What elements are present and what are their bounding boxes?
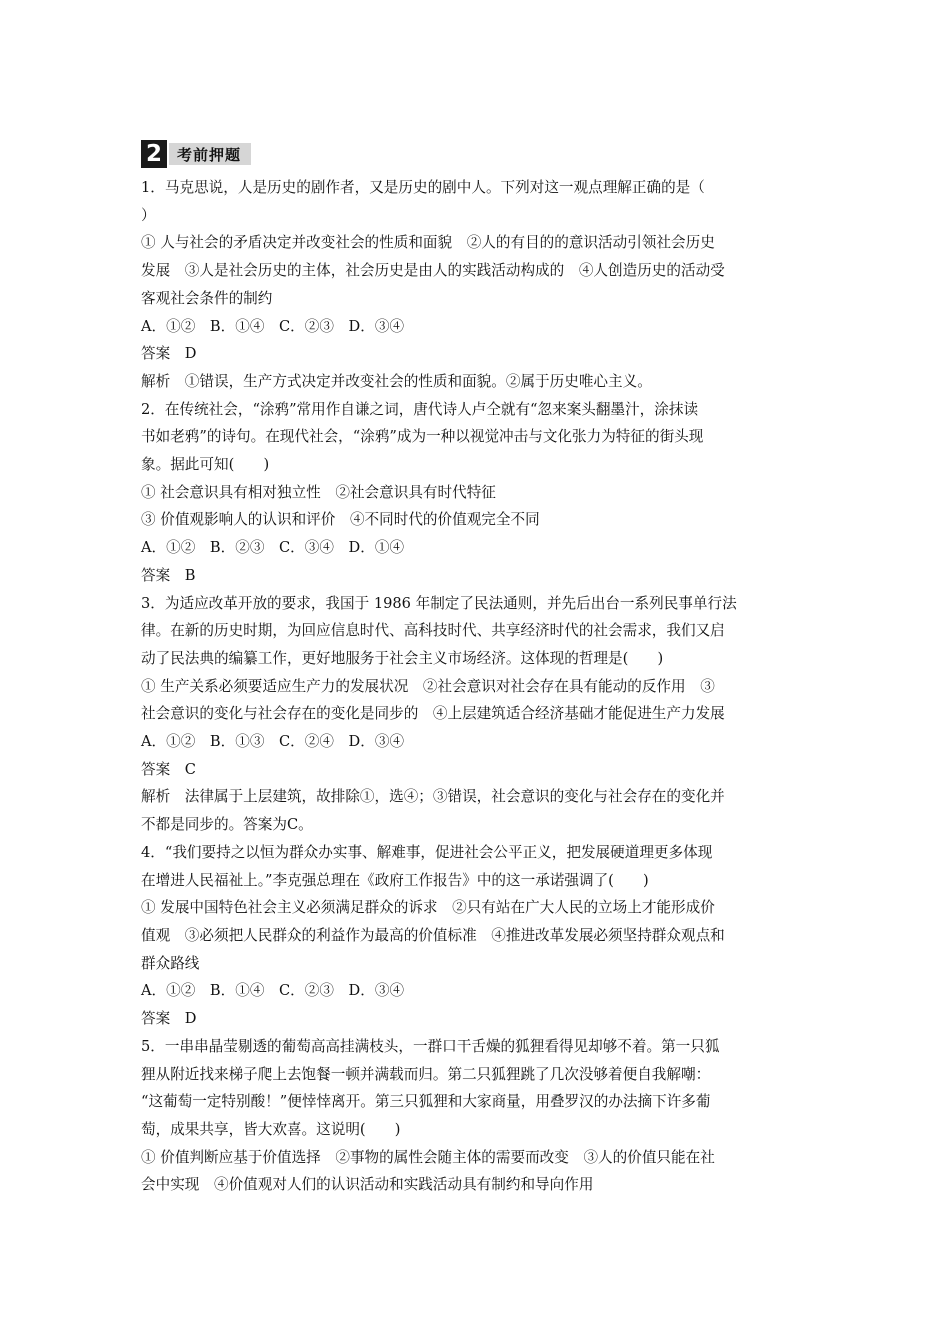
text-line: 解析 法律属于上层建筑，故排除①，选④；③错误，社会意识的变化与社会存在的变化并: [141, 788, 725, 806]
text-line: A．①② B．①③ C．②④ D．③④: [141, 733, 405, 751]
text-line: 客观社会条件的制约: [141, 289, 273, 307]
text-line: A．①② B．①④ C．②③ D．③④: [141, 982, 405, 1000]
text-line: 2．在传统社会，“涂鸦”常用作自谦之词，唐代诗人卢仝就有“忽来案头翻墨汁，涂抹读: [141, 400, 699, 418]
text-line: 5．一串串晶莹剔透的葡萄高高挂满枝头，一群口干舌燥的狐狸看得见却够不着。第一只狐: [141, 1037, 720, 1055]
text-line: 群众路线: [141, 954, 200, 972]
text-line: 律。在新的历史时期，为回应信息时代、高科技时代、共享经济时代的社会需求，我们又启: [141, 622, 725, 640]
text-line: 象。据此可知( ): [141, 456, 270, 474]
text-line: 书如老鸦”的诗句。在现代社会，“涂鸦”成为一种以视觉冲击与文化张力为特征的街头现: [141, 428, 704, 446]
text-line: ① 价值判断应基于价值选择 ②事物的属性会随主体的需要而改变 ③人的价值只能在社: [141, 1148, 715, 1166]
text-line: ① 发展中国特色社会主义必须满足群众的诉求 ②只有站在广大人民的立场上才能形成价: [141, 899, 715, 917]
text-line: 不都是同步的。答案为C。: [141, 816, 313, 834]
text-line: ① 人与社会的矛盾决定并改变社会的性质和面貌 ②人的有目的的意识活动引领社会历史: [141, 234, 715, 252]
section-header: [141, 140, 813, 168]
text-line: 会中实现 ④价值观对人们的认识活动和实践活动具有制约和导向作用: [141, 1176, 594, 1194]
text-line: 答案 B: [141, 566, 196, 584]
text-line: 狸从附近找来梯子爬上去饱餐一顿并满载而归。第二只狐狸跳了几次没够着便自我解嘲：: [141, 1065, 711, 1083]
text-line: 萄，成果共享，皆大欢喜。这说明( ): [141, 1120, 401, 1138]
text-line: 发展 ③人是社会历史的主体，社会历史是由人的实践活动构成的 ④人创造历史的活动受: [141, 262, 725, 280]
text-line: 在增进人民福祉上。”李克强总理在《政府工作报告》中的这一承诺强调了( ): [141, 871, 649, 889]
exam-page: [141, 140, 813, 1199]
text-line: A．①② B．②③ C．③④ D．①④: [141, 539, 405, 557]
text-line: A．①② B．①④ C．②③ D．③④: [141, 317, 405, 335]
text-line: ① 生产关系必须要适应生产力的发展状况 ②社会意识对社会存在具有能动的反作用 ③: [141, 677, 715, 695]
section-number-badge: 2: [141, 140, 167, 168]
text-line: 社会意识的变化与社会存在的变化是同步的 ④上层建筑适合经济基础才能促进生产力发展: [141, 705, 725, 723]
text-line: 1．马克思说，人是历史的剧作者，又是历史的剧中人。下列对这一观点理解正确的是（: [141, 179, 705, 196]
text-line: 动了民法典的编纂工作，更好地服务于社会主义市场经济。这体现的哲理是( ): [141, 649, 664, 667]
text-line: ③ 价值观影响人的认识和评价 ④不同时代的价值观完全不同: [141, 511, 540, 529]
text-line: 答案 D: [141, 1010, 197, 1028]
text-line: 3．为适应改革开放的要求，我国于 1986 年制定了民法通则，并先后出台一系列民事单行法: [141, 594, 737, 612]
question-text: [141, 174, 813, 1199]
text-line: ① 社会意识具有相对独立性 ②社会意识具有时代特征: [141, 483, 496, 501]
text-line: 答案 C: [141, 760, 196, 778]
text-line: 4．“我们要持之以恒为群众办实事、解难事，促进社会公平正义，把发展硬道理更多体现: [141, 843, 713, 861]
text-line: 答案 D: [141, 345, 197, 363]
text-line: 解析 ①错误，生产方式决定并改变社会的性质和面貌。②属于历史唯心主义。: [141, 372, 652, 390]
text-line: ）: [141, 206, 156, 224]
text-line: 值观 ③必须把人民群众的利益作为最高的价值标准 ④推进改革发展必须坚持群众观点和: [141, 926, 725, 944]
section-title: 考前押题: [169, 143, 251, 165]
text-line: “这葡萄一定特别酸！”便悻悻离开。第三只狐狸和大家商量，用叠罗汉的办法摘下许多葡: [141, 1093, 711, 1111]
